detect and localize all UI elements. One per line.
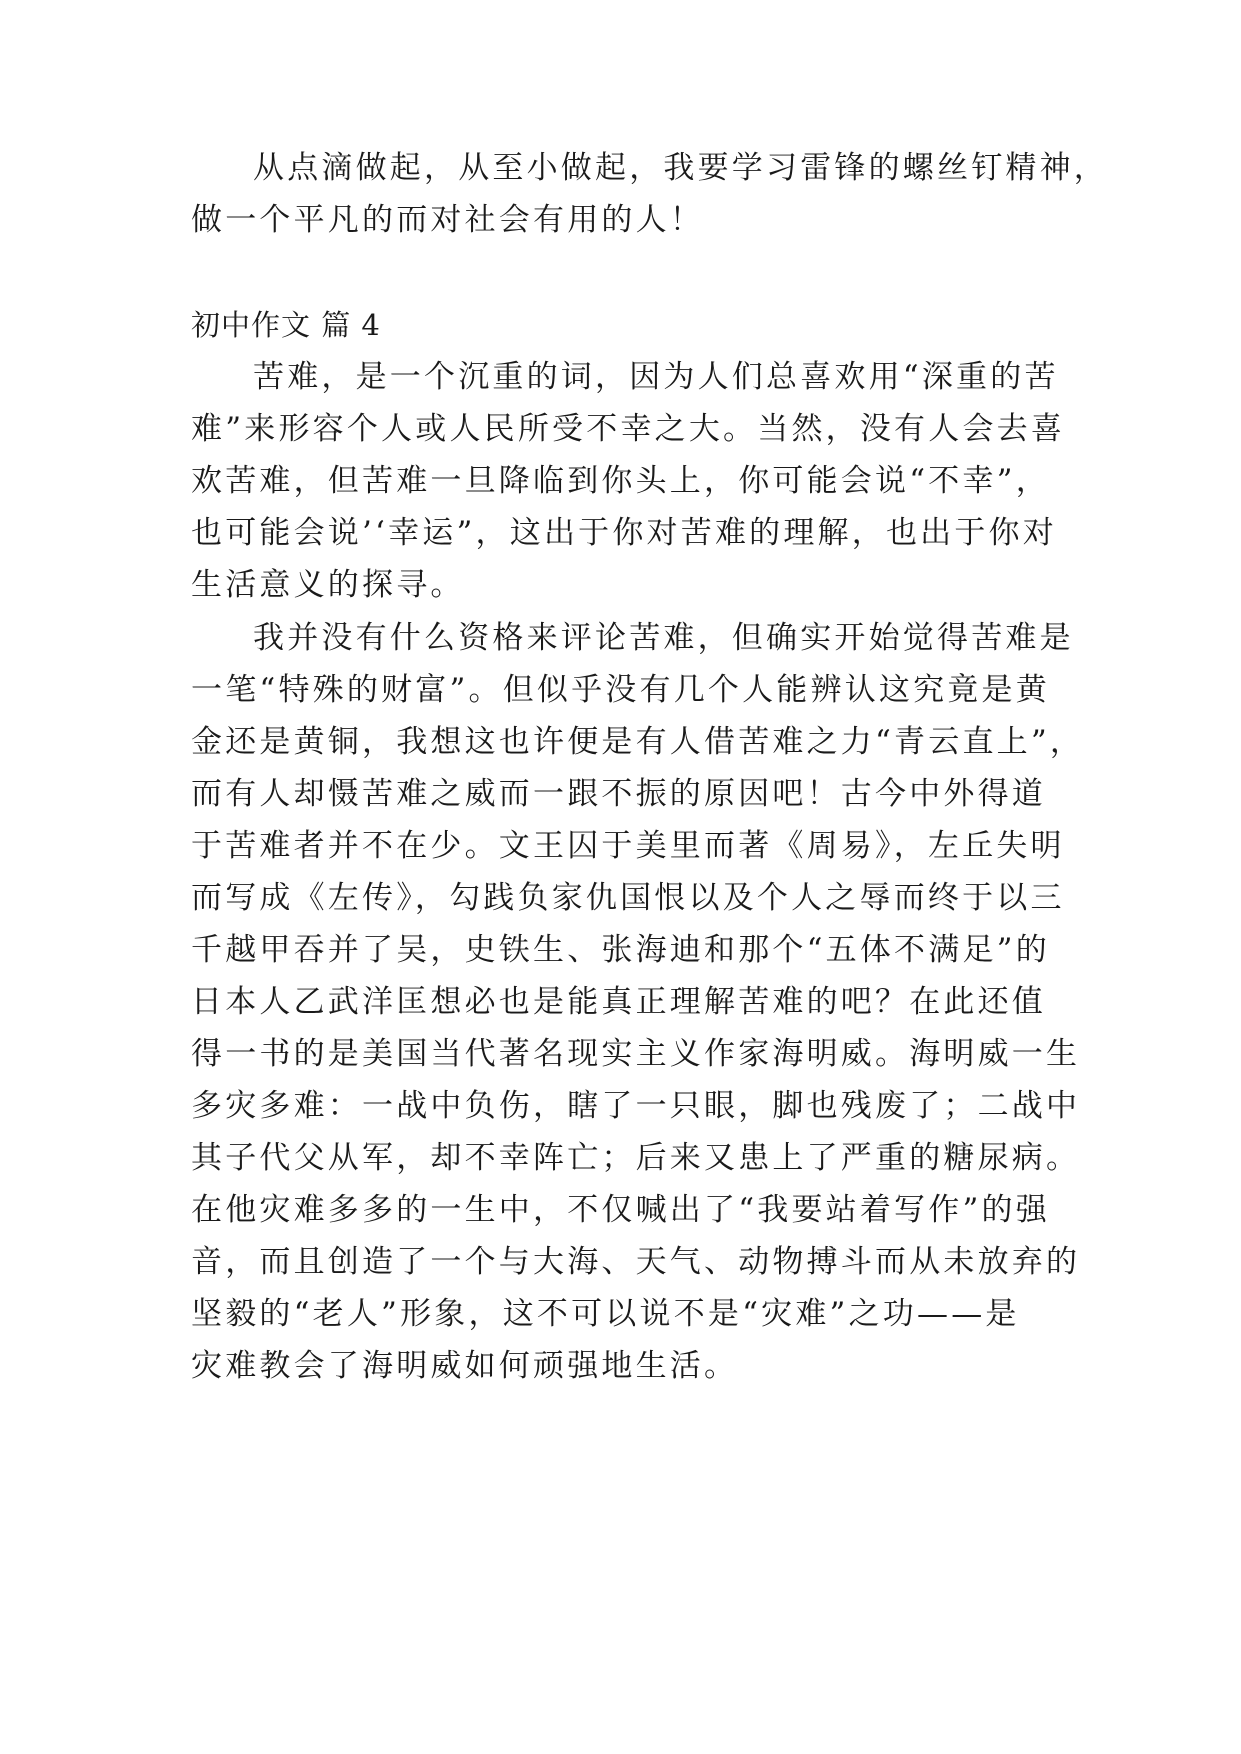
- text-line: 千越甲吞并了吴，史铁生、张海迪和那个“五体不满足”的: [191, 932, 1050, 968]
- text-line: 音，而且创造了一个与大海、天气、动物搏斗而从未放弃的: [191, 1244, 1081, 1280]
- text-line: 欢苦难，但苦难一旦降临到你头上，你可能会说“不幸”，: [191, 463, 1050, 499]
- text-line: 灾难教会了海明威如何顽强地生活。: [191, 1348, 739, 1384]
- text-line: 日本人乙武洋匡想必也是能真正理解苦难的吧？在此还值: [191, 984, 1046, 1020]
- section-heading: 初中作文 篇 4: [191, 308, 381, 342]
- text-line: 我并没有什么资格来评论苦难，但确实开始觉得苦难是: [253, 620, 1074, 656]
- text-line: 多灾多难：一战中负伤，瞎了一只眼，脚也残废了；二战中: [191, 1088, 1081, 1124]
- text-line: 坚毅的“老人”形象，这不可以说不是“灾难”之功——是: [191, 1296, 1020, 1332]
- text-line: 从点滴做起，从至小做起，我要学习雷锋的螺丝钉精神，: [253, 150, 1108, 186]
- text-line: 金还是黄铜，我想这也许便是有人借苦难之力“青云直上”，: [191, 724, 1085, 760]
- text-line: 也可能会说’‘幸运”，这出于你对苦难的理解，也出于你对: [191, 515, 1057, 551]
- text-line: 得一书的是美国当代著名现实主义作家海明威。海明威一生: [191, 1036, 1081, 1072]
- text-line: 生活意义的探寻。: [191, 567, 465, 603]
- text-line: 难”来形容个人或人民所受不幸之大。当然，没有人会去喜: [191, 411, 1066, 447]
- text-line: 做一个平凡的而对社会有用的人！: [191, 202, 704, 238]
- text-line: 其子代父从军，却不幸阵亡；后来又患上了严重的糖尿病。: [191, 1140, 1081, 1176]
- text-line: 而写成《左传》，勾践负家仇国恨以及个人之辱而终于以三: [191, 880, 1065, 916]
- text-line: 在他灾难多多的一生中，不仅喊出了“我要站着写作”的强: [191, 1192, 1050, 1228]
- text-line: 而有人却慑苦难之威而一跟不振的原因吧！古今中外得道: [191, 776, 1046, 812]
- text-line: 于苦难者并不在少。文王囚于美里而著《周易》，左丘失明: [191, 828, 1065, 864]
- text-line: 一笔“特殊的财富”。但似乎没有几个人能辨认这究竟是黄: [191, 672, 1050, 708]
- text-line: 苦难，是一个沉重的词，因为人们总喜欢用“深重的苦: [253, 359, 1059, 395]
